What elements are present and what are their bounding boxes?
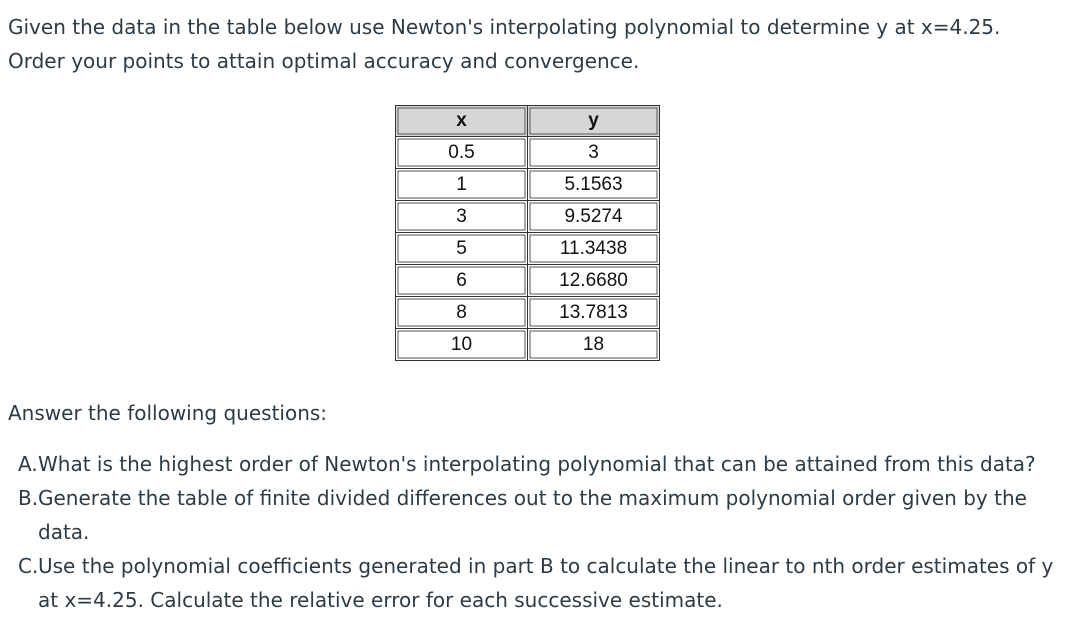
cell-x: 1 bbox=[396, 169, 528, 201]
cell-x: 8 bbox=[396, 297, 528, 329]
problem-line-2: Order your points to attain optimal accuracy and convergence. bbox=[8, 49, 640, 73]
column-header-x: x bbox=[396, 106, 528, 137]
cell-y: 5.1563 bbox=[528, 169, 660, 201]
question-letter: B. bbox=[18, 486, 39, 510]
question-c bbox=[18, 549, 1063, 617]
problem-line-1: Given the data in the table below use Newton's interpolating polynomial to determine y at x=4.25. bbox=[8, 15, 1001, 39]
question-text: Use the polynomial coefficients generated in part B to calculate the linear to nth order estimates of y at x=4.25. Calculate the relative error for each successive estimate. bbox=[38, 554, 1054, 612]
question-text: What is the highest order of Newton's interpolating polynomial that can be attained from this data? bbox=[38, 452, 1036, 476]
table-row bbox=[396, 329, 660, 361]
column-header-y: y bbox=[528, 106, 660, 137]
table-row bbox=[396, 297, 660, 329]
problem-statement bbox=[8, 10, 1058, 78]
cell-y: 9.5274 bbox=[528, 201, 660, 233]
question-list bbox=[18, 447, 1063, 617]
cell-x: 6 bbox=[396, 265, 528, 297]
cell-x: 5 bbox=[396, 233, 528, 265]
cell-x: 0.5 bbox=[396, 137, 528, 169]
question-a bbox=[18, 447, 1063, 481]
question-letter: A. bbox=[18, 452, 38, 476]
cell-y: 11.3438 bbox=[528, 233, 660, 265]
question-b bbox=[18, 481, 1063, 549]
table-row bbox=[396, 169, 660, 201]
table-header-row bbox=[396, 106, 660, 137]
cell-y: 18 bbox=[528, 329, 660, 361]
data-table bbox=[395, 105, 660, 361]
cell-y: 13.7813 bbox=[528, 297, 660, 329]
cell-x: 3 bbox=[396, 201, 528, 233]
answer-intro: Answer the following questions: bbox=[8, 401, 328, 425]
table-row bbox=[396, 137, 660, 169]
cell-x: 10 bbox=[396, 329, 528, 361]
table-row bbox=[396, 265, 660, 297]
table-row bbox=[396, 201, 660, 233]
cell-y: 3 bbox=[528, 137, 660, 169]
table-row bbox=[396, 233, 660, 265]
question-letter: C. bbox=[18, 554, 39, 578]
cell-y: 12.6680 bbox=[528, 265, 660, 297]
question-text: Generate the table of finite divided differences out to the maximum polynomial order given by the data. bbox=[38, 486, 1027, 544]
